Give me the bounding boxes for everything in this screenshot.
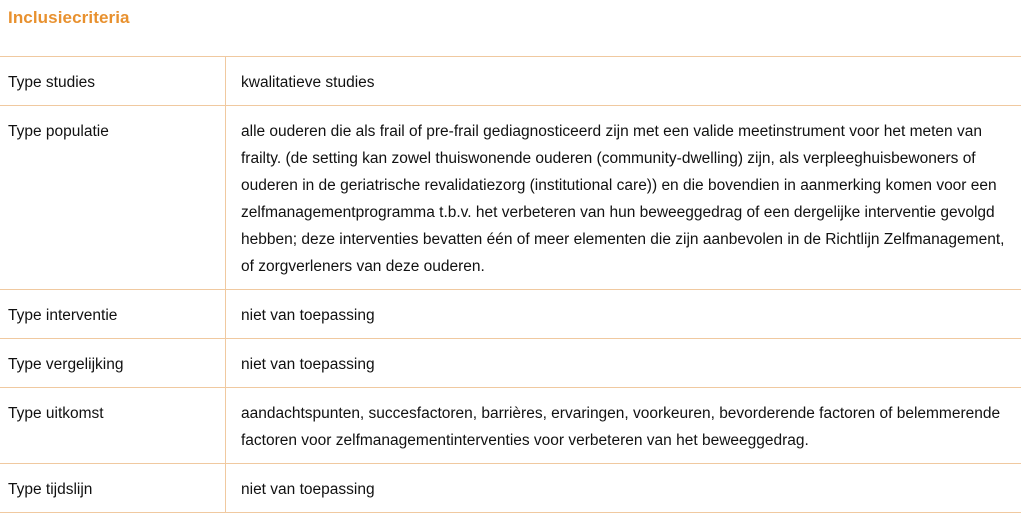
table-row [0,339,1021,388]
row-value: aandachtspunten, succesfactoren, barrières, ervaringen, voorkeuren, bevorderende factoren of belemmerende factoren voor zelfmanagementinterventies voor verbeteren van het beweeggedrag. [226,388,1022,464]
table-row [0,57,1021,106]
table-row [0,388,1021,464]
row-value: kwalitatieve studies [226,57,1022,106]
table-row [0,106,1021,290]
row-value: alle ouderen die als frail of pre-frail gediagnosticeerd zijn met een valide meetinstrument voor het meten van frailty. (de setting kan zowel thuiswonende ouderen (community-dwelling) zijn, als verpleeghuisbewoners of ouderen in de geriatrische revalidatiezorg (institutional care)) en die bovendien in aanmerking komen voor een zelfmanagementprogramma t.b.v. het verbeteren van hun beweeggedrag of een dergelijke interventie gevolgd hebben; deze interventies bevatten één of meer elementen die zijn aanbevolen in de Richtlijn Zelfmanagement, of zorgverleners van deze ouderen. [226,106,1022,290]
criteria-table [0,56,1021,513]
row-value: niet van toepassing [226,464,1022,513]
row-label: Type vergelijking [0,339,226,388]
table-row [0,464,1021,513]
row-label: Type tijdslijn [0,464,226,513]
row-label: Type populatie [0,106,226,290]
row-label: Type studies [0,57,226,106]
row-value: niet van toepassing [226,339,1022,388]
table-row [0,290,1021,339]
row-label: Type uitkomst [0,388,226,464]
section-title: Inclusiecriteria [8,8,130,27]
row-label: Type interventie [0,290,226,339]
row-value: niet van toepassing [226,290,1022,339]
